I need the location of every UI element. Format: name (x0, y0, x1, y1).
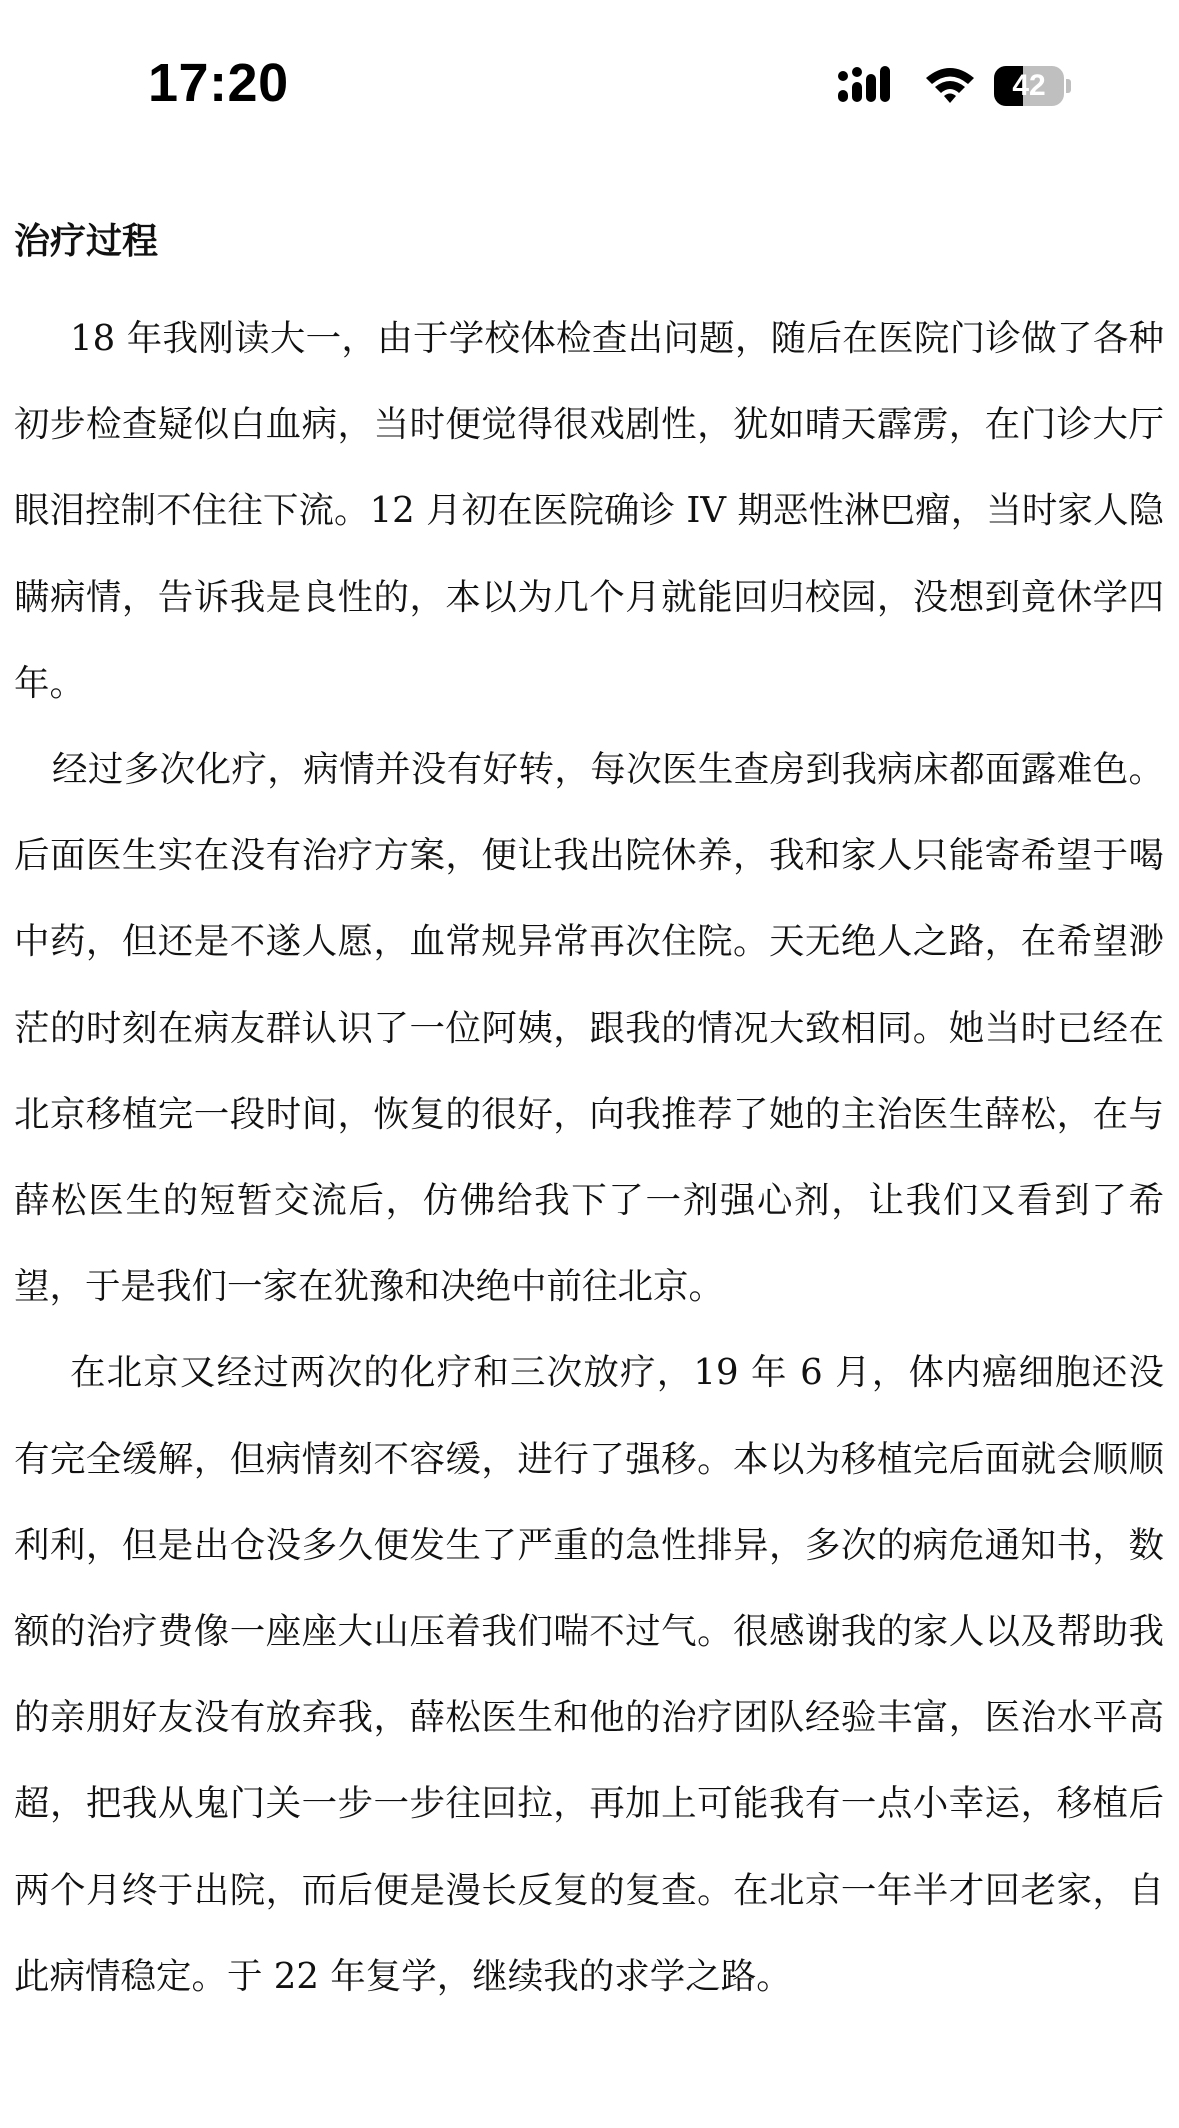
status-bar (0, 0, 1179, 170)
battery-tip (1066, 79, 1071, 93)
section-title: 治疗过程 (14, 221, 159, 262)
paragraph-2: 经过多次化疗，病情并没有好转，每次医生查房到我病床都面露难色。后面医生实在没有治疗方案，便让我出院休养，我和家人只能寄希望于喝中药，但还是不遂人愿，血常规异常再次住院。天无绝人之路，在希望渺茫的时刻在病友群认识了一位阿姨，跟我的情况大致相同。她当时已经在北京移植完一段时间，恢复的很好，向我推荐了她的主治医生薛松，在与薛松医生的短暂交流后，仿佛给我下了一剂强心剂，让我们又看到了希望，于是我们一家在犹豫和决绝中前往北京。 (14, 749, 1164, 1308)
battery-level: 42 (1012, 69, 1046, 102)
status-time: 17:20 (148, 53, 289, 113)
battery-icon (994, 66, 1072, 106)
battery-body (994, 66, 1064, 106)
paragraph-1: 18 年我刚读大一，由于学校体检查出问题，随后在医院门诊做了各种初步检查疑似白血病，当时便觉得很戏剧性，犹如晴天霹雳，在门诊大厅眼泪控制不住往下流。12 月初在医院确诊 IV 期恶性淋巴瘤，当时家人隐瞒病情，告诉我是良性的，本以为几个月就能回归校园，没想到竟休学四年。 (14, 318, 1164, 704)
paragraph-3: 在北京又经过两次的化疗和三次放疗，19 年 6 月，体内癌细胞还没有完全缓解，但病情刻不容缓，进行了强移。本以为移植完后面就会顺顺利利，但是出仓没多久便发生了严重的急性排异，多次的病危通知书，数额的治疗费像一座座大山压着我们喘不过气。很感谢我的家人以及帮助我的亲朋好友没有放弃我，薛松医生和他的治疗团队经验丰富，医治水平高超，把我从鬼门关一步一步往回拉，再加上可能我有一点小幸运，移植后两个月终于出院，而后便是漫长反复的复查。在北京一年半才回老家，自此病情稳定。于 22 年复学，继续我的求学之路。 (14, 1352, 1164, 1997)
wifi-icon (922, 64, 978, 106)
cellular-signal-icon (838, 64, 902, 106)
article (14, 214, 1164, 2020)
